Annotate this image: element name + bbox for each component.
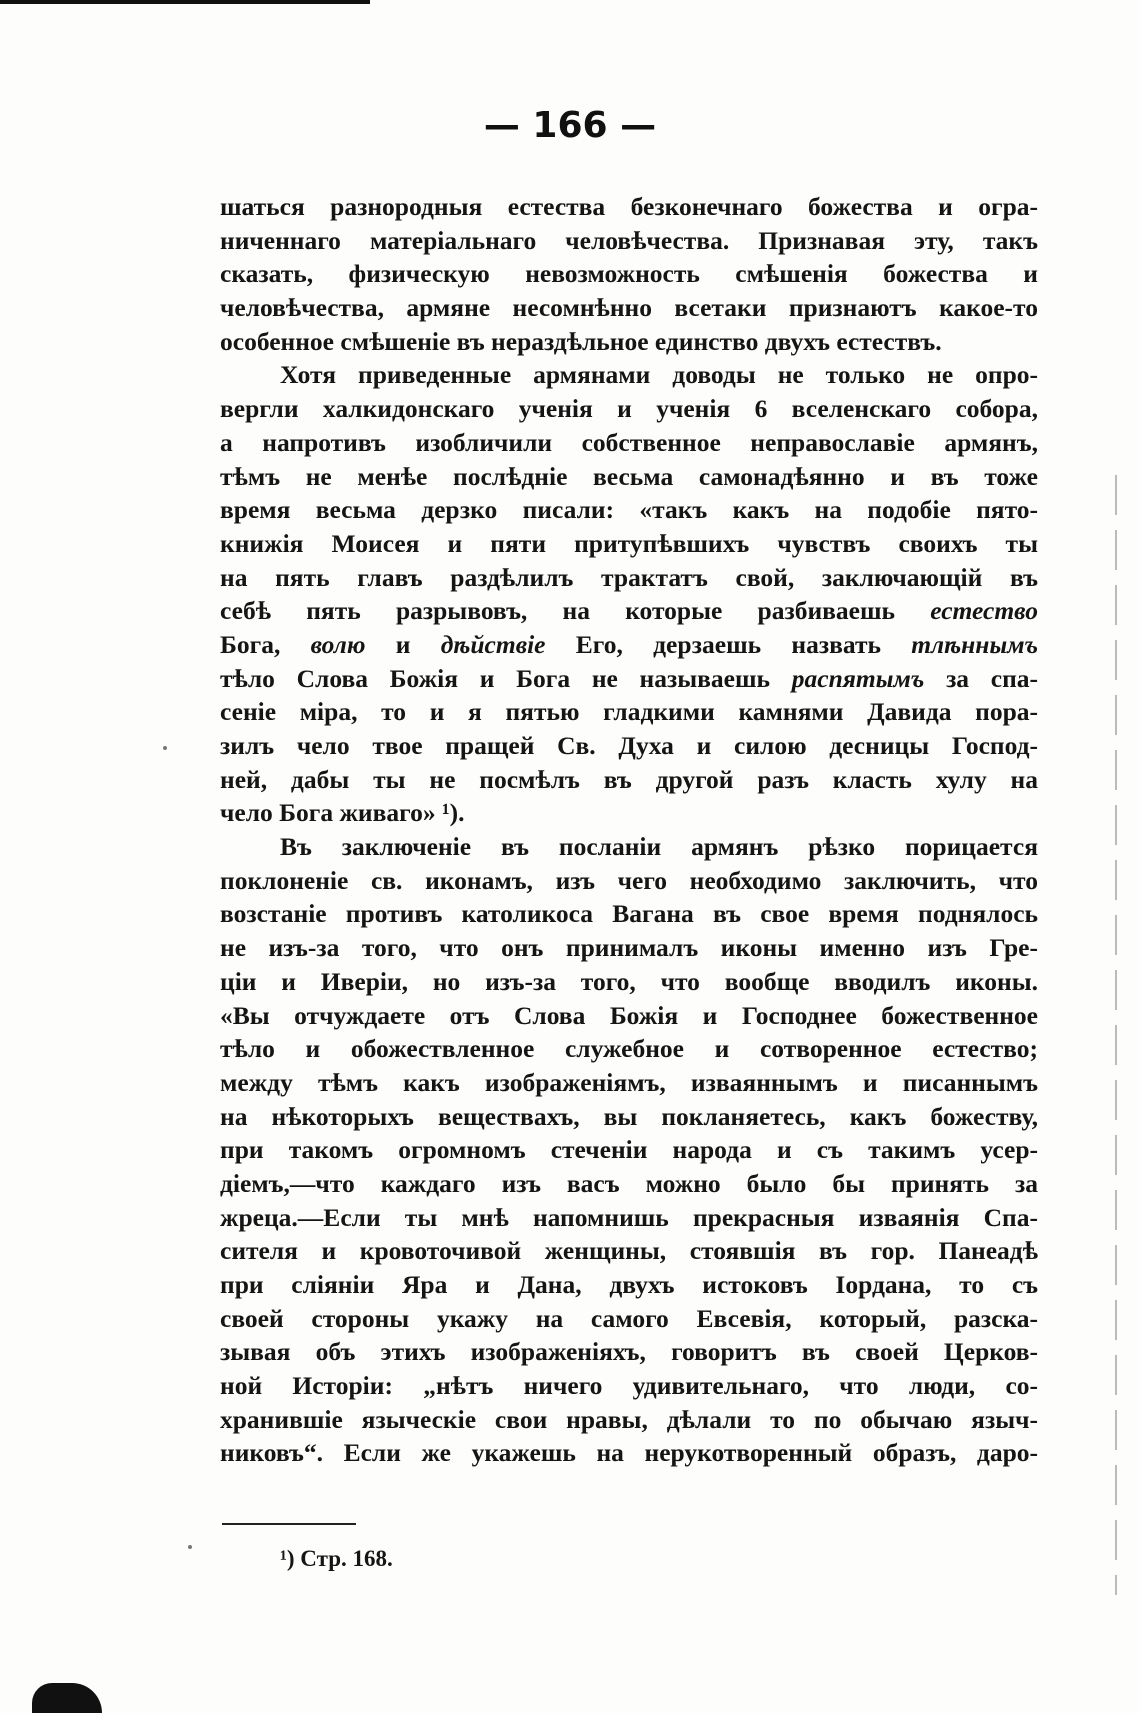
- text-line: ной Исторіи: „нѣтъ ничего удивительнаго, что люди, со-: [220, 1371, 1038, 1401]
- text-segment: и: [395, 629, 411, 659]
- text-line: ней, дабы ты не посмѣлъ въ другой разъ класть хулу на: [220, 764, 1038, 794]
- text-line: ціи и Иверіи, но изъ-за того, что вообще вводилъ иконы.: [220, 966, 1038, 996]
- text-line: никовъ“. Если же укажешь на нерукотворенный образъ, даро-: [220, 1438, 1038, 1468]
- text-line: [220, 628, 1038, 662]
- text-line: [220, 662, 1038, 696]
- text-line: на нѣкоторыхъ веществахъ, вы покланяетесь, какъ божеству,: [220, 1101, 1038, 1131]
- italic-term: волю: [310, 629, 366, 659]
- text-line: тѣло и обожествленное служебное и сотворенное естество;: [220, 1034, 1038, 1064]
- italic-term: естество: [930, 596, 1038, 626]
- footnote: ¹) Стр. 168.: [280, 1546, 393, 1571]
- text-segment: Бога,: [220, 629, 281, 659]
- text-line: [220, 594, 1038, 628]
- text-line: чело Бога живаго» ¹).: [220, 798, 465, 828]
- text-line: ниченнаго матеріальнаго человѣчества. Признавая эту, такъ: [220, 225, 1038, 255]
- italic-term: дѣйствіе: [440, 629, 546, 659]
- text-line: «Вы отчуждаете отъ Слова Божія и Господнее божественное: [220, 1000, 1038, 1030]
- text-line: діемъ,—что каждаго изъ васъ можно было бы принять за: [220, 1168, 1038, 1198]
- text-line: возстаніе противъ католикоса Вагана въ свое время поднялось: [220, 899, 1038, 929]
- margin-speck: [163, 746, 167, 750]
- text-line: зилъ чело твое пращей Св. Духа и силою десницы Господ-: [220, 731, 1038, 760]
- text-line: время весьма дерзко писали: «такъ какъ на подобіе пято-: [220, 495, 1038, 525]
- text-line: сеніе міра, то и я пятью гладкими камнями Давида пора-: [220, 697, 1038, 727]
- text-line: хранившіе языческіе свои нравы, дѣлали то по обычаю языч-: [220, 1404, 1038, 1434]
- top-edge-rule: [0, 0, 370, 4]
- text-line: не изъ-за того, что онъ принималъ иконы именно изъ Гре-: [220, 933, 1038, 963]
- text-line: при такомъ огромномъ стеченіи народа и съ такимъ усер-: [220, 1135, 1038, 1165]
- text-line: жреца.—Если ты мнѣ напомнишь прекрасныя изваянія Спа-: [220, 1202, 1038, 1232]
- text-segment: тѣло Слова Божія и Бога не называешь: [220, 663, 771, 693]
- ink-blot: [32, 1683, 102, 1713]
- text-line: вергли халкидонскаго ученія и ученія 6 вселенскаго собора,: [220, 394, 1038, 424]
- text-line: своей стороны укажу на самого Евсевія, который, разска-: [220, 1303, 1038, 1333]
- italic-term: тлѣннымъ: [911, 629, 1038, 659]
- text-line: при сліяніи Яра и Дана, двухъ истоковъ Іордана, то съ: [220, 1270, 1038, 1299]
- text-line: а напротивъ изобличили собственное неправославіе армянъ,: [220, 427, 1038, 457]
- text-line: книжія Моисея и пяти притупѣвшихъ чувствъ своихъ ты: [220, 528, 1038, 558]
- text-line: шаться разнородныя естества безконечнаго божества и огра-: [220, 192, 1038, 221]
- text-line: сказать, физическую невозможность смѣшенія божества и: [220, 259, 1038, 289]
- text-line: тѣмъ не менѣе послѣдніе весьма самонадѣянно и въ тоже: [220, 461, 1038, 491]
- footnote-rule: [222, 1523, 356, 1525]
- text-line: между тѣмъ какъ изображеніямъ, изваяннымъ и писаннымъ: [220, 1067, 1038, 1097]
- text-segment: Его, дерзаешь назвать: [575, 629, 881, 659]
- text-line: Въ заключеніе въ посланіи армянъ рѣзко порицается: [280, 832, 1038, 862]
- text-line: зывая объ этихъ изображеніяхъ, говоритъ въ своей Церков-: [220, 1337, 1038, 1367]
- text-segment: за спа-: [946, 663, 1038, 693]
- text-line: Хотя приведенные армянами доводы не только не опро-: [280, 360, 1038, 390]
- body-text: [220, 190, 1038, 1470]
- text-line: сителя и кровоточивой женщины, стоявшія въ гор. Панеадѣ: [220, 1236, 1038, 1266]
- text-line: на пять главъ раздѣлилъ трактатъ свой, заключающій въ: [220, 562, 1038, 592]
- text-line: поклоненіе св. иконамъ, изъ чего необходимо заключить, что: [220, 865, 1038, 895]
- text-line: человѣчества, армяне несомнѣнно всетаки признаютъ какое-то: [220, 293, 1038, 323]
- text-line: особенное смѣшеніе въ нераздѣльное единство двухъ естествъ.: [220, 326, 942, 356]
- text-segment: себѣ пять разрывовъ, на которые разбиваешь: [220, 596, 896, 626]
- italic-term: распятымъ: [791, 663, 925, 693]
- page-number: — 166 —: [483, 105, 657, 146]
- margin-speck: [188, 1545, 192, 1549]
- binding-edge-mark: [1115, 475, 1117, 1595]
